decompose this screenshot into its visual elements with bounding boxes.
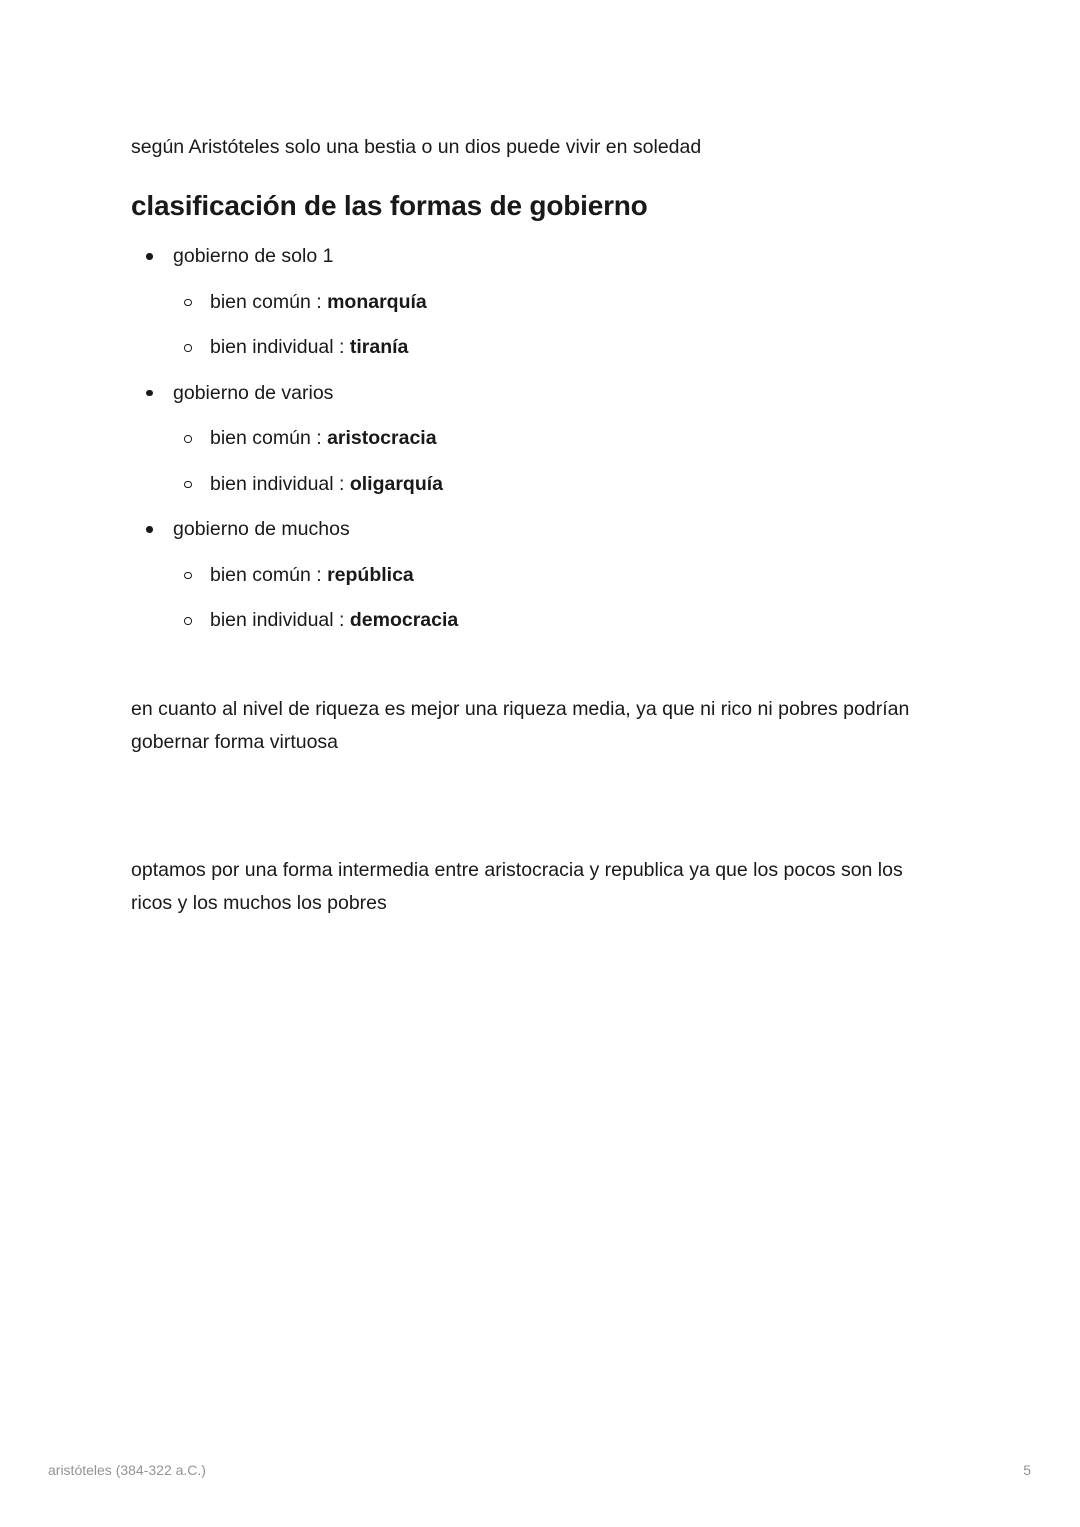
sub-list xyxy=(131,561,949,636)
list-item xyxy=(131,561,949,590)
list-item-label: bien común : aristocracia xyxy=(210,427,437,449)
term-bold: democracia xyxy=(349,609,459,631)
sub-list xyxy=(131,288,949,363)
list-item-row xyxy=(131,561,949,590)
section-heading: clasificación de las formas de gobierno xyxy=(131,190,648,221)
intro-paragraph: según Aristóteles solo una bestia o un dios puede vivir en soledad xyxy=(131,136,702,158)
circle-bullet-icon xyxy=(184,299,192,307)
list-item-label: bien individual : oligarquía xyxy=(210,472,444,495)
list-item-label: bien individual : tiranía xyxy=(210,336,409,358)
government-forms-list xyxy=(131,242,949,635)
list-item-row xyxy=(131,515,949,544)
list-item xyxy=(131,470,949,499)
list-item-row xyxy=(131,606,949,635)
bullet-icon xyxy=(146,526,153,533)
page-footer xyxy=(48,1461,1031,1479)
circle-bullet-icon xyxy=(184,344,192,352)
list-item-row xyxy=(131,242,949,271)
circle-bullet-icon xyxy=(184,617,192,625)
list-item-label: bien común : república xyxy=(210,563,414,586)
circle-bullet-icon xyxy=(184,481,192,489)
list-item-row xyxy=(131,379,949,408)
circle-bullet-icon xyxy=(184,572,192,580)
wealth-paragraph: en cuanto al nivel de riqueza es mejor una riqueza media, ya que ni rico ni pobres podrían gobernar forma virtuosa xyxy=(131,698,910,753)
list-item-label: gobierno de varios xyxy=(173,381,334,404)
list-item-label: gobierno de muchos xyxy=(173,518,350,540)
circle-bullet-icon xyxy=(184,435,192,443)
bullet-icon xyxy=(146,253,153,260)
page-content xyxy=(131,133,949,920)
list-item xyxy=(131,288,949,317)
list-item xyxy=(131,242,949,362)
term-bold: monarquía xyxy=(327,290,427,313)
list-item-row xyxy=(131,470,949,499)
list-item-row xyxy=(131,424,949,453)
bullet-icon xyxy=(146,390,153,397)
list-item-label: gobierno de solo 1 xyxy=(173,245,334,267)
term-bold: tiranía xyxy=(349,336,409,358)
intermediate-form-paragraph: optamos por una forma intermedia entre aristocracia y republica ya que los pocos son los ricos y los muchos los pobres xyxy=(131,859,903,914)
term-bold: aristocracia xyxy=(327,427,437,449)
list-item-label: bien individual : democracia xyxy=(210,609,459,631)
list-item xyxy=(131,515,949,635)
term-bold: república xyxy=(327,563,414,586)
list-item xyxy=(131,333,949,362)
page-number: 5 xyxy=(1023,1462,1031,1478)
list-item xyxy=(131,606,949,635)
list-item-label: bien común : monarquía xyxy=(210,290,427,313)
term-bold: oligarquía xyxy=(349,472,444,495)
list-item xyxy=(131,424,949,453)
list-item xyxy=(131,379,949,499)
sub-list xyxy=(131,424,949,499)
list-item-row xyxy=(131,333,949,362)
footer-document-title: aristóteles (384-322 a.C.) xyxy=(48,1462,206,1478)
list-item-row xyxy=(131,288,949,317)
